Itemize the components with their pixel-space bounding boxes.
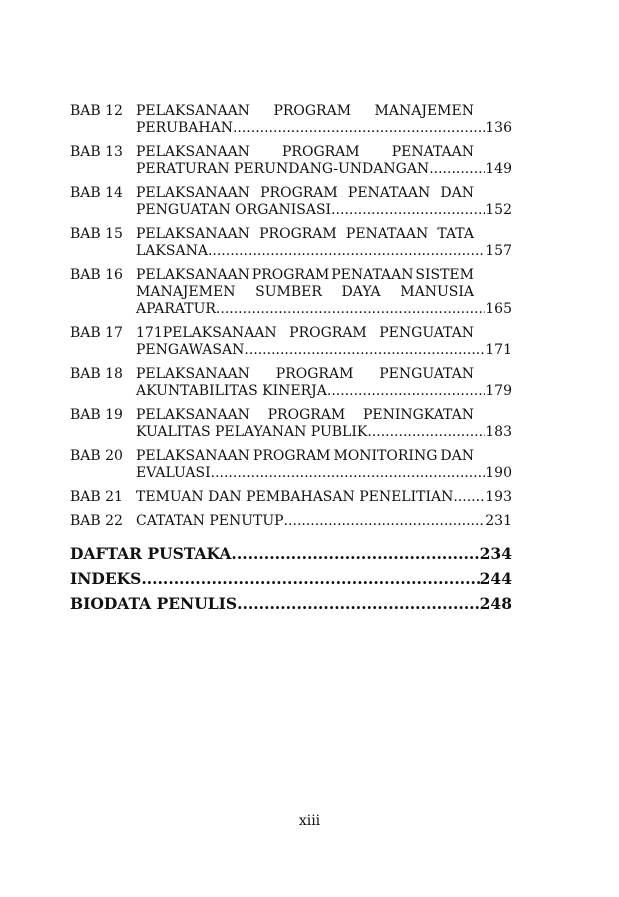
dot-leader xyxy=(216,301,485,318)
title-line: 171PELAKSANAAN PROGRAM PENGUATAN xyxy=(136,325,474,341)
title-last-line xyxy=(136,342,512,359)
page-number: 157 xyxy=(485,243,512,259)
toc-entry[interactable] xyxy=(70,226,512,260)
page-number: 171 xyxy=(485,342,512,358)
chapter-label: BAB 17 xyxy=(70,325,123,341)
toc-main-entry[interactable] xyxy=(70,544,512,563)
title-text: PENGAWASAN xyxy=(136,342,245,358)
title-last-line xyxy=(136,465,512,482)
page-number: 165 xyxy=(485,301,512,317)
title-last-line xyxy=(136,161,512,178)
title-text: EVALUASI xyxy=(136,465,211,481)
main-entry-title: INDEKS xyxy=(70,569,142,588)
dot-leader xyxy=(237,594,480,613)
toc-entry[interactable] xyxy=(70,366,512,400)
toc-entry[interactable] xyxy=(70,267,512,318)
dot-leader xyxy=(429,161,485,178)
chapter-label: BAB 22 xyxy=(70,513,123,529)
dot-leader xyxy=(208,243,485,260)
title-text: PERATURAN PERUNDANG-UNDANGAN xyxy=(136,161,430,177)
toc-entry[interactable] xyxy=(70,103,512,137)
toc-entry[interactable] xyxy=(70,513,512,530)
page-footer-number: xiii xyxy=(298,813,321,829)
title-last-line xyxy=(136,424,512,441)
toc-entry[interactable] xyxy=(70,144,512,178)
page-number: 193 xyxy=(485,489,512,505)
dot-leader xyxy=(231,544,479,563)
title-last-line xyxy=(136,301,512,318)
dot-leader xyxy=(141,569,479,588)
toc-entry[interactable] xyxy=(70,325,512,359)
title-text: LAKSANA xyxy=(136,243,208,259)
title-last-line xyxy=(136,202,512,219)
dot-leader xyxy=(331,202,485,219)
title-line: PELAKSANAAN PROGRAM PENATAAN SISTEM xyxy=(136,267,474,283)
chapter-label: BAB 16 xyxy=(70,267,123,283)
toc-entry[interactable] xyxy=(70,185,512,219)
title-line: PELAKSANAAN PROGRAM PENATAAN DAN xyxy=(136,185,474,201)
page-number: 149 xyxy=(485,161,512,177)
page-number: 234 xyxy=(479,544,512,563)
dot-leader xyxy=(327,383,485,400)
toc-entry[interactable] xyxy=(70,448,512,482)
chapter-label: BAB 12 xyxy=(70,103,123,119)
page-number: 231 xyxy=(485,513,512,529)
title-line: PELAKSANAAN PROGRAM PENATAAN xyxy=(136,144,474,160)
title-text: PERUBAHAN xyxy=(136,120,233,136)
page-number: 136 xyxy=(485,120,512,136)
toc-main-entry[interactable] xyxy=(70,594,512,613)
toc-entry[interactable] xyxy=(70,407,512,441)
main-entry-title: DAFTAR PUSTAKA xyxy=(70,544,232,563)
page-number: 179 xyxy=(485,383,512,399)
title-text: CATATAN PENUTUP xyxy=(136,513,284,529)
chapter-label: BAB 19 xyxy=(70,407,123,423)
page-number: 190 xyxy=(485,465,512,481)
title-text: TEMUAN DAN PEMBAHASAN PENELITIAN xyxy=(136,489,454,505)
page-number: 244 xyxy=(479,569,512,588)
dot-leader xyxy=(453,489,485,506)
title-last-line xyxy=(136,383,512,400)
chapter-label: BAB 18 xyxy=(70,366,123,382)
page-number: 152 xyxy=(485,202,512,218)
title-text: PENGUATAN ORGANISASI xyxy=(136,202,332,218)
title-text: APARATUR xyxy=(136,301,216,317)
title-line: MANAJEMEN SUMBER DAYA MANUSIA xyxy=(136,284,474,300)
main-entry-title: BIODATA PENULIS xyxy=(70,594,238,613)
toc-entry[interactable] xyxy=(70,489,512,506)
page-number: 183 xyxy=(485,424,512,440)
chapter-label: BAB 13 xyxy=(70,144,123,160)
dot-leader xyxy=(233,120,485,137)
title-line: PELAKSANAAN PROGRAM PENATAAN TATA xyxy=(136,226,474,242)
chapter-label: BAB 21 xyxy=(70,489,123,505)
chapter-label: BAB 15 xyxy=(70,226,123,242)
title-line: PELAKSANAAN PROGRAM PENGUATAN xyxy=(136,366,474,382)
title-text: KUALITAS PELAYANAN PUBLIK xyxy=(136,424,368,440)
title-line: PELAKSANAAN PROGRAM MANAJEMEN xyxy=(136,103,474,119)
title-last-line xyxy=(136,243,512,260)
title-last-line xyxy=(136,489,512,506)
title-line: PELAKSANAAN PROGRAM PENINGKATAN xyxy=(136,407,474,423)
dot-leader xyxy=(367,424,485,441)
toc-main-entry[interactable] xyxy=(70,569,512,588)
dot-leader xyxy=(244,342,485,359)
dot-leader xyxy=(211,465,486,482)
title-last-line xyxy=(136,513,512,530)
chapter-label: BAB 14 xyxy=(70,185,123,201)
table-of-contents xyxy=(70,103,512,619)
title-text: AKUNTABILITAS KINERJA xyxy=(136,383,327,399)
title-last-line xyxy=(136,120,512,137)
page-number: 248 xyxy=(479,594,512,613)
dot-leader xyxy=(284,513,486,530)
title-line: PELAKSANAAN PROGRAM MONITORING DAN xyxy=(136,448,474,464)
chapter-label: BAB 20 xyxy=(70,448,123,464)
